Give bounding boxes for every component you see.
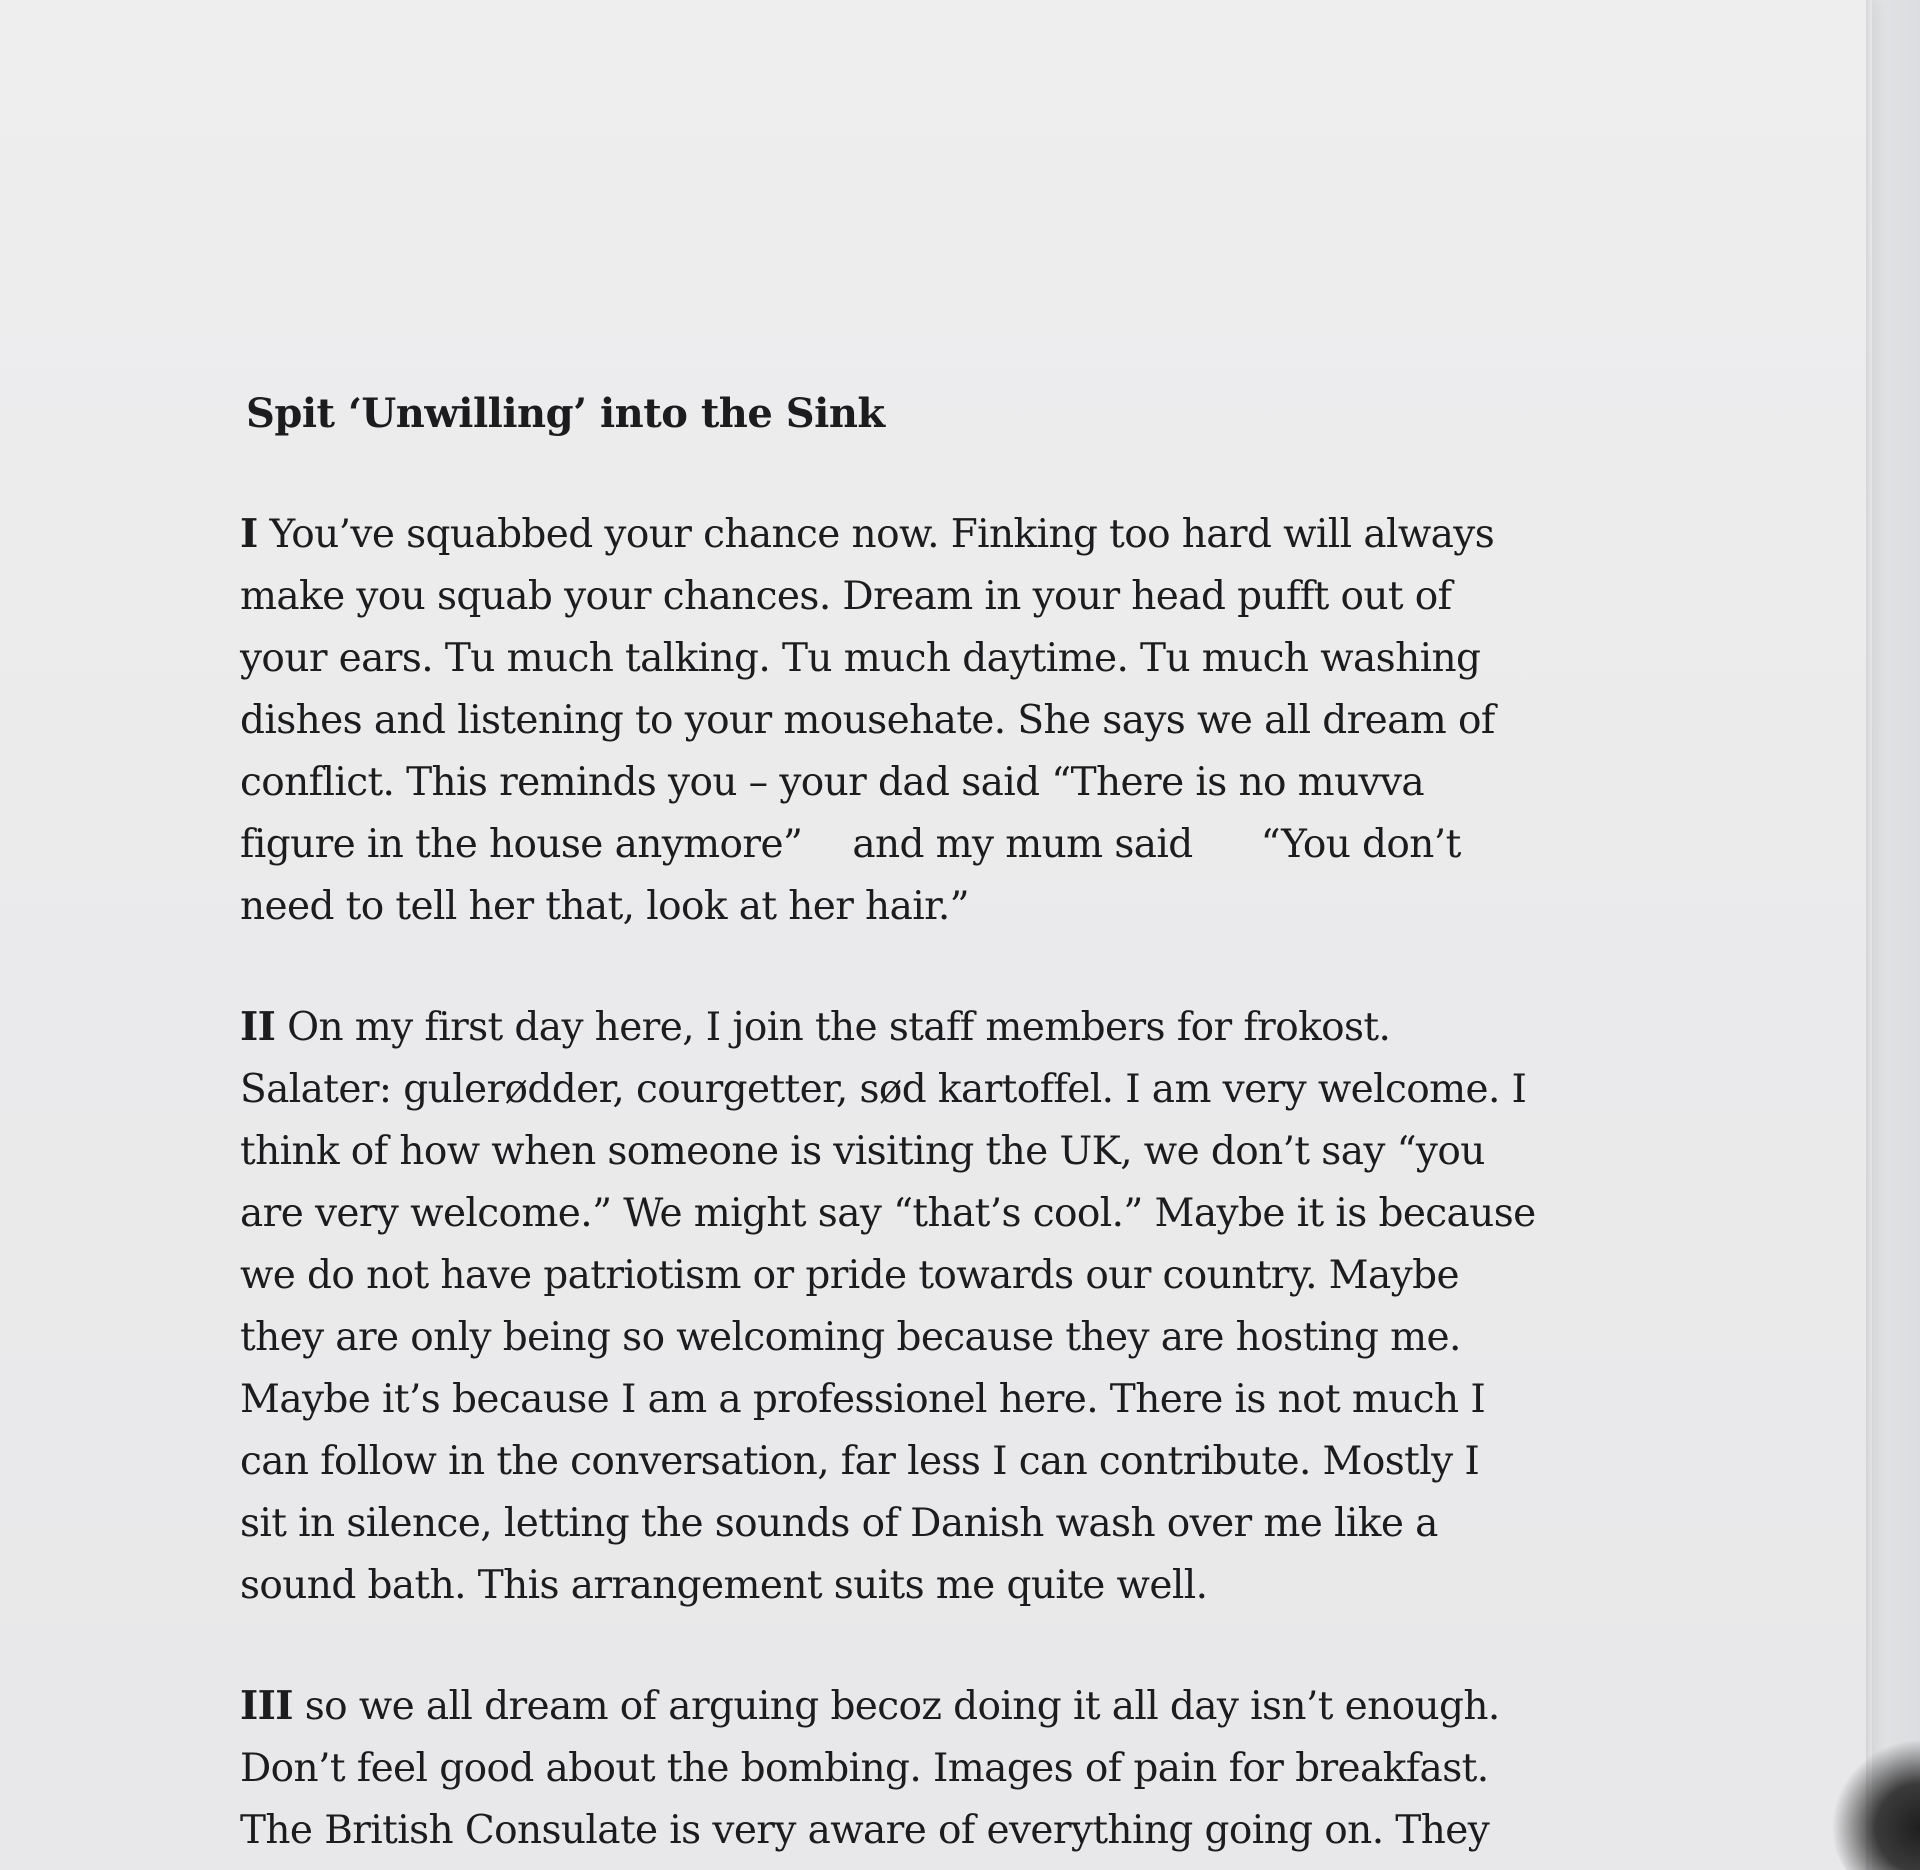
section-i <box>240 503 1560 938</box>
section-i-line-4: dishes and listening to your mousehate. She says we all dream of <box>240 698 1495 743</box>
line-text: so we all dream of arguing becoz doing it all day isn’t enough. <box>292 1684 1500 1729</box>
page-edge <box>1866 0 1874 1870</box>
underlying-page <box>1874 0 1920 1870</box>
section-ii-line-6: they are only being so welcoming because they are hosting me. <box>240 1315 1461 1360</box>
line-fragment: figure in the house anymore” <box>240 822 803 867</box>
section-ii-line-3: think of how when someone is visiting the UK, we don’t say “you <box>240 1129 1485 1174</box>
section-numeral: I <box>240 511 258 557</box>
section-ii-line-7: Maybe it’s because I am a professionel here. There is not much I <box>240 1377 1486 1422</box>
section-i-line-5: conflict. This reminds you – your dad said “There is no muvva <box>240 760 1425 805</box>
section-numeral: III <box>240 1683 293 1729</box>
line-text: You’ve squabbed your chance now. Finking too hard will always <box>257 512 1495 557</box>
section-iii <box>240 1675 1560 1862</box>
section-ii-line-1 <box>240 996 1560 1059</box>
section-iii-line-2: Don’t feel good about the bombing. Images of pain for breakfast. <box>240 1746 1489 1791</box>
poem-text <box>240 385 1560 1870</box>
section-i-line-3: your ears. Tu much talking. Tu much daytime. Tu much washing <box>240 636 1481 681</box>
section-ii-line-10: sound bath. This arrangement suits me quite well. <box>240 1563 1208 1608</box>
section-ii-line-2: Salater: gulerødder, courgetter, sød kartoffel. I am very welcome. I <box>240 1067 1527 1112</box>
section-i-line-6 <box>240 814 1560 876</box>
section-ii <box>240 996 1560 1617</box>
section-numeral: II <box>240 1004 276 1050</box>
section-ii-line-9: sit in silence, letting the sounds of Danish wash over me like a <box>240 1501 1438 1546</box>
section-i-line-7: need to tell her that, look at her hair.” <box>240 884 969 929</box>
poem-title: Spit ‘Unwilling’ into the Sink <box>246 390 885 437</box>
section-ii-line-8: can follow in the conversation, far less I can contribute. Mostly I <box>240 1439 1480 1484</box>
section-ii-line-4: are very welcome.” We might say “that’s cool.” Maybe it is because <box>240 1191 1536 1236</box>
section-i-line-1 <box>240 503 1560 566</box>
line-text: On my first day here, I join the staff members for frokost. <box>275 1005 1391 1050</box>
section-ii-line-5: we do not have patriotism or pride towards our country. Maybe <box>240 1253 1459 1298</box>
section-iii-line-3: The British Consulate is very aware of everything going on. They <box>240 1808 1490 1853</box>
section-iii-line-1 <box>240 1675 1560 1738</box>
line-fragment: and my mum said <box>852 822 1193 867</box>
line-fragment: “You don’t <box>1260 822 1461 867</box>
section-i-line-2: make you squab your chances. Dream in your head pufft out of <box>240 574 1452 619</box>
